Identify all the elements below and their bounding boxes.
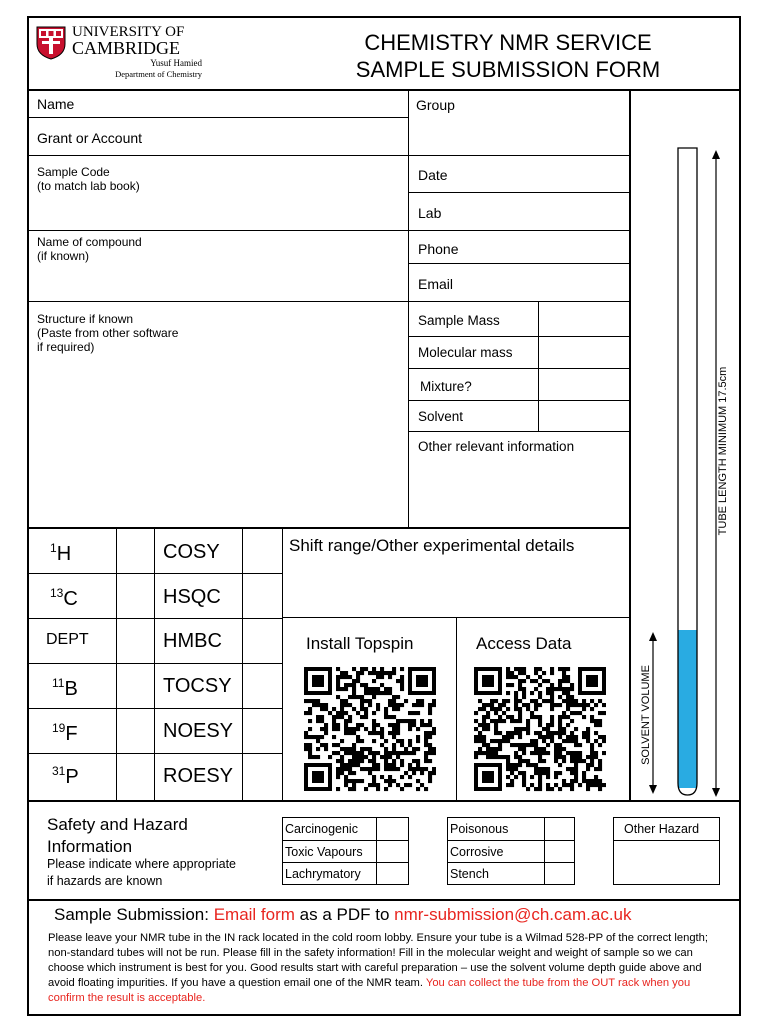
submission-heading	[54, 905, 632, 925]
structure-label: Structure if known (Paste from other software if required)	[37, 312, 179, 354]
date-label: Date	[418, 167, 448, 183]
name-label: Name	[37, 96, 75, 112]
sample-mass-field[interactable]	[541, 304, 627, 334]
safety-top	[28, 800, 740, 802]
nucleus-31p: $^{31}$P	[52, 764, 79, 788]
mixture-field[interactable]	[541, 371, 627, 398]
qr-code-install-topspin[interactable]	[304, 666, 436, 792]
checkbox-hsqc[interactable]	[244, 575, 280, 616]
hazard-stench: Stench	[450, 867, 489, 881]
access-data-label: Access Data	[476, 634, 572, 653]
logo-line3: Yusuf Hamied	[150, 58, 202, 68]
group-label: Group	[416, 97, 455, 113]
group-field[interactable]	[466, 92, 624, 152]
name-field[interactable]	[80, 92, 400, 114]
checkbox-11b[interactable]	[118, 665, 152, 706]
solvent-label: Solvent	[418, 409, 464, 424]
mixture-label: Mixture?	[420, 379, 472, 394]
other-info-field[interactable]	[412, 460, 626, 524]
checkbox-carcinogenic[interactable]	[378, 819, 408, 839]
logo-line2: CAMBRIDGE	[72, 38, 181, 58]
tube-length-label: TUBE LENGTH MINIMUM 17.5cm	[717, 366, 729, 536]
shift-range-label: Shift range/Other experimental details	[289, 536, 575, 555]
submission-mid: as a PDF to	[294, 905, 395, 924]
phone-field[interactable]	[470, 234, 624, 260]
molecular-mass-label: Molecular mass	[418, 345, 513, 360]
checkbox-dept[interactable]	[118, 620, 152, 661]
compound-field[interactable]	[30, 266, 400, 298]
checkbox-noesy[interactable]	[244, 710, 280, 751]
sample-code-label: Sample Code (to match lab book)	[37, 165, 140, 193]
sample-code-field[interactable]	[30, 196, 400, 226]
exp-hmbc: HMBC	[163, 630, 222, 652]
submission-instructions	[48, 931, 728, 1006]
email-label: Email	[418, 276, 454, 292]
checkbox-corrosive[interactable]	[546, 842, 574, 861]
checkbox-lachrymatory[interactable]	[378, 864, 408, 884]
submission-email-link[interactable]: nmr-submission@ch.cam.ac.uk	[394, 905, 632, 924]
checkbox-13c[interactable]	[118, 575, 152, 616]
collect-note: You can collect the tube from the OUT rack when you confirm the result is acceptable.	[48, 977, 691, 1004]
hazard-toxic-vapours: Toxic Vapours	[285, 845, 363, 859]
structure-field[interactable]	[30, 362, 400, 524]
email-form-link[interactable]: Email form	[213, 905, 295, 924]
lab-label: Lab	[418, 205, 442, 221]
nucleus-13c: $^{13}$C	[50, 586, 78, 610]
sample-mass-label: Sample Mass	[418, 313, 500, 328]
checkbox-roesy[interactable]	[244, 755, 280, 798]
hazard-corrosive: Corrosive	[450, 845, 504, 859]
safety-title-line1: Safety and Hazard	[47, 815, 188, 834]
checkbox-cosy[interactable]	[244, 530, 280, 571]
install-topspin-label: Install Topspin	[306, 634, 414, 653]
checkbox-poisonous[interactable]	[546, 819, 574, 839]
checkbox-tocsy[interactable]	[244, 665, 280, 706]
exp-cosy: COSY	[163, 541, 220, 563]
submission-top	[28, 899, 740, 901]
safety-note-line1: Please indicate where appropriate	[47, 857, 237, 871]
exp-tocsy: TOCSY	[163, 675, 232, 697]
exp-noesy: NOESY	[163, 720, 234, 742]
checkbox-19f[interactable]	[118, 710, 152, 751]
form-title-line2: SAMPLE SUBMISSION FORM	[355, 57, 661, 82]
shift-range-field[interactable]	[286, 560, 626, 614]
hazard-lachrymatory: Lachrymatory	[285, 867, 361, 881]
logo-line1: UNIVERSITY OF	[72, 24, 185, 40]
hazard-carcinogenic: Carcinogenic	[285, 822, 358, 836]
exp-roesy: ROESY	[163, 765, 234, 787]
submission-lead: Sample Submission:	[54, 905, 214, 924]
checkbox-31p[interactable]	[118, 755, 152, 798]
other-info-label: Other relevant information	[418, 439, 575, 454]
nucleus-dept: DEPT	[46, 631, 89, 648]
solvent-field[interactable]	[541, 403, 627, 429]
email-field[interactable]	[470, 267, 624, 297]
molecular-mass-field[interactable]	[541, 339, 627, 366]
nucleus-1h: $^1$H	[50, 541, 72, 565]
checkbox-stench[interactable]	[546, 864, 574, 884]
submission-body: Please leave your NMR tube in the IN rack located in the cold room lobby. Ensure your tube is a Wilmad 528-PP of the correct length; non-standard tubes will not be run. Please fill in the safety information! Fill in the molecular weight and weight of sample so we can choose which instrument is best for you. Good results start with careful preparation – use the solvent volume depth guide above and avoid floating impurities. If you have a question email one of the NMR team.	[48, 932, 708, 989]
checkbox-1h[interactable]	[118, 530, 152, 571]
compound-label: Name of compound (if known)	[37, 235, 142, 263]
crest-icon	[36, 26, 66, 60]
hazard-poisonous: Poisonous	[450, 822, 509, 836]
university-logo	[36, 24, 206, 82]
other-hazard-label: Other Hazard	[624, 822, 700, 836]
experiments-top	[28, 527, 629, 529]
checkbox-toxic-vapours[interactable]	[378, 842, 408, 861]
value-col-divider	[538, 301, 539, 431]
nucleus-11b: $^{11}$B	[52, 676, 78, 700]
grant-field[interactable]	[170, 121, 400, 151]
nucleus-19f: $^{19}$F	[52, 721, 78, 745]
phone-label: Phone	[418, 241, 459, 257]
solvent-volume-label: SOLVENT VOLUME	[640, 665, 652, 765]
safety-note-line2: if hazards are known	[47, 874, 163, 888]
date-field[interactable]	[460, 160, 624, 188]
checkbox-hmbc[interactable]	[244, 620, 280, 661]
exp-hsqc: HSQC	[163, 586, 221, 608]
safety-title-line2: Information	[47, 837, 133, 856]
form-title-line1: CHEMISTRY NMR SERVICE	[364, 30, 652, 55]
logo-line4: Department of Chemistry	[115, 69, 202, 79]
qr-code-access-data[interactable]	[474, 666, 606, 792]
nmr-tube-guide	[631, 91, 739, 799]
lab-field[interactable]	[460, 196, 624, 226]
grant-label: Grant or Account	[37, 130, 143, 146]
